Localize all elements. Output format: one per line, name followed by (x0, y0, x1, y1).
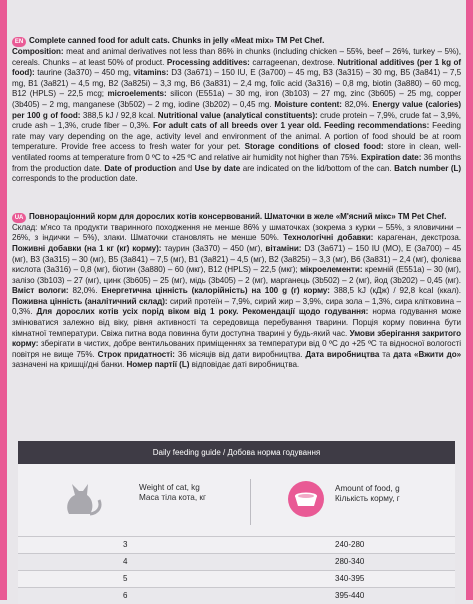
en-micro-label: microelements: (107, 89, 167, 99)
table-row (18, 587, 455, 604)
ua-storage-text: зберігати в чистих, добре вентильованих приміщеннях за температури від 0 ºC до +25 ºC та відносної вологості повітря не вище 75%. (12, 339, 461, 359)
en-feeding-text: Feeding rate may vary depending on the age, activity level and environment of the animal. A portion of food should be at room temperature. Provide free access to fresh water for your pet. (12, 121, 461, 152)
ua-tech-label: Технологічні добавки: (283, 233, 374, 243)
ua-adult-bold: Для дорослих котів усіх порід віком від 1 року. (36, 307, 239, 317)
en-heading: Complete canned food for adult cats. Chunks in jelly «Meat mix» TM Pet Chef. (29, 36, 325, 45)
en-micro-text: silicon (E551a) – 30 mg, iron (3b103) – 27 mg, zinc (3b605) – 25 mg, copper (3b405) – 2 mg, manganese (3b502) – 2 mg, iodine (3b202) – 0,45 mg. (12, 89, 461, 109)
en-vitamins-text: D3 (3a671) – 150 IU, E (3a700) – 45 mg, B3 (3a315) – 30 mg, B5 (3a841) – 7,5 mg, B1 (3a821) – 4,5 mg, B2 (3a825i) – 3,3 mg, B6 (3a831) – 2,4 mg, folic acid (3a316) – 0,8 mg, biotin (3a880) – 60 mcg, B12 (HPLS) – 22,5 mcg; (12, 68, 462, 99)
ua-and-text: та (382, 349, 391, 359)
en-processing-text: carrageenan, dextrose. (252, 57, 335, 67)
ua-date-label: Дата виробництва (305, 349, 380, 359)
en-vitamins-label: vitamins: (133, 68, 169, 78)
en-feeding-label: Feeding recommendations: (324, 121, 430, 131)
row-weight: 5 (123, 574, 128, 583)
ua-energy-text: 388,5 kJ (кДж) / 92,8 kcal (ккал). (333, 286, 461, 296)
bowl-icon (287, 480, 325, 518)
ua-food-label: Поживні добавки (на 1 кг (кг) корму): (12, 243, 162, 253)
row-weight: 3 (123, 540, 128, 549)
en-expiration-label: Expiration date: (361, 152, 422, 162)
weight-header-ua: Маса тіла кота, кг (139, 493, 206, 502)
weight-header-en: Weight of cat, kg (139, 483, 200, 492)
en-batch-label: Batch number (L) (394, 163, 462, 173)
amount-header-en: Amount of food, g (335, 484, 400, 493)
amount-header-ua: Кількість корму, г (335, 494, 400, 503)
pink-edge-right (466, 0, 473, 600)
table-row (18, 570, 455, 587)
ua-analytical-text: сирий протеїн – 7,9%, сирий жир – 3,9%, сира зола – 1,3%, сира клітковина – 0,3%. (12, 296, 461, 317)
en-energy-text: 388,5 kJ / 92,8 kcal. (82, 110, 156, 120)
row-amount: 340-395 (335, 574, 365, 583)
ua-food-text: таурин (3a370) – 450 (мг), (164, 243, 263, 253)
en-energy-label: Energy value (calories) per 100 g of food: (12, 99, 461, 120)
ua-expiration-text: 36 місяців від дати виробництва. (177, 349, 303, 359)
en-analytical-text: crude protein – 7,9%, crude fat – 3,9%, crude ash – 1,3%, crude fiber – 0,3%. (12, 110, 461, 131)
ua-badge: UA (12, 213, 26, 223)
row-weight: 4 (123, 557, 128, 566)
row-weight: 6 (123, 591, 128, 600)
ua-batch-label: Номер партії (L) (126, 360, 190, 370)
en-and-text: and (178, 163, 193, 173)
en-storage-label: Storage conditions of closed food: (244, 142, 384, 152)
en-recommend-bold: For adult cats of all breeds over 1 year old. (153, 121, 322, 131)
ua-expiration-label: Строк придатності: (97, 349, 175, 359)
english-block (12, 36, 461, 185)
en-moisture-text: 82,0%. (344, 99, 370, 109)
ua-feeding-label: Рекомендації щодо годування: (242, 307, 369, 317)
en-nutritional-label: Nutritional additives (per 1 kg of food): (12, 57, 462, 78)
row-amount: 280-340 (335, 557, 365, 566)
feeding-guide-title: Daily feeding guide / Добова норма годування (18, 441, 455, 464)
ua-heading: Повнораціонний корм для дорослих котів консервований. Шматочки в желе «М'ясний мікс» ТМ Pet Chef. (29, 211, 447, 221)
ua-batch-text: відповідає даті виробництва. (191, 360, 300, 370)
en-processing-label: Processing additives: (166, 57, 250, 67)
en-moisture-label: Moisture content: (274, 99, 342, 109)
ua-micro-text: кремній (E551a) – 30 (мг), залізо (3b103) – 27 (мг), цинк (3b605) – 25 (мг), мідь (3b405) – 2 (мг), марганець (3b502) – 2 (мг), йод (3b202) – 0,45 (мг). (12, 265, 461, 285)
ua-tech-text: карагенан, декстроза. (377, 233, 462, 243)
en-analytical-label: Nutritional value (analytical constituents): (157, 110, 318, 120)
ua-date-text: зазначені на кришці/дні банки. (12, 360, 125, 370)
table-row (18, 553, 455, 570)
table-row (18, 536, 455, 553)
en-date-text: are indicated on the lid/bottom of the can. (242, 163, 392, 173)
ua-sklad-text: Склад: м'ясо та продукти тваринного походження не менше 86% у шматочках (зокрема з курки – 55%, з яловичини – 26%, з індички – 5%), злаки. Шматочки становлять не менше 50%. (12, 222, 461, 243)
en-useby-label: Use by date (194, 163, 241, 173)
ua-moisture-text: 82,0%. (72, 286, 98, 296)
ukrainian-block (12, 212, 461, 371)
row-amount: 395-440 (335, 591, 365, 600)
weight-header (139, 483, 206, 503)
en-expiration-text: 36 months from the production date. (12, 152, 461, 173)
en-nutritional-text: taurine (3a370) – 450 mg, (37, 68, 131, 78)
label-text (12, 36, 461, 371)
ua-feeding-text: норма годування може змінюватися залежно від віку, рівня активності та середовища перебування тварини. Порція корму повинна бути кімнатної температури. Свіжа питна вода повинна бути доступна тварині у будь-який час. (12, 307, 462, 338)
ua-vitamins-text: D3 (3a671) – 150 IU (МО), E (3a700) – 45 (мг), B3 (3a315) – 30 (мг), B5 (3a841) – 7,5 (мг), B1 (3a821) – 4,5 (мг), B2 (3a825i) – 3,3 (мг), B6 (3a831) – 2,4 (мг), фолієва кислота (3a316) – 0,8 (мг), біотин (3a880) – 60 (мкг), B12 (HPLS) – 22,5 (мкг); (12, 243, 462, 275)
en-storage-text: store in clean, well-ventilated rooms at temperature from 0 ºC to +25 ºC and relative air humidity not higher than 75%. (12, 142, 461, 162)
ua-energy-label: Енергетична цінність (калорійність) на 100 g (г) корму: (101, 286, 330, 296)
feeding-guide-table (18, 441, 455, 600)
ua-vitamins-label: вітаміни: (265, 243, 302, 253)
pink-edge-left (0, 0, 7, 600)
row-amount: 240-280 (335, 540, 365, 549)
en-date-label: Date of production (104, 163, 177, 173)
en-badge: EN (12, 37, 26, 47)
ua-moisture-label: Вміст вологи: (12, 286, 69, 296)
ua-storage-label: Умови зберігання закритого корму: (12, 328, 461, 349)
amount-header (335, 484, 400, 504)
en-composition-label: Composition: (12, 47, 64, 56)
ua-useby-label: дата «Вжити до» (393, 349, 462, 359)
header-divider (250, 479, 251, 525)
en-batch-text: corresponds to the production date. (12, 174, 138, 184)
ua-analytical-label: Поживна цінність (аналітичний склад): (12, 296, 168, 306)
feeding-guide-header (18, 464, 455, 536)
ua-micro-label: мікроелементи: (300, 265, 363, 275)
cat-icon (60, 481, 104, 519)
en-composition-text: meat and animal derivatives not less than 86% in chunks (including chicken – 55%, beef – 26%, turkey – 5%), cereals. Chunks – at least 50% of product. (12, 47, 461, 67)
